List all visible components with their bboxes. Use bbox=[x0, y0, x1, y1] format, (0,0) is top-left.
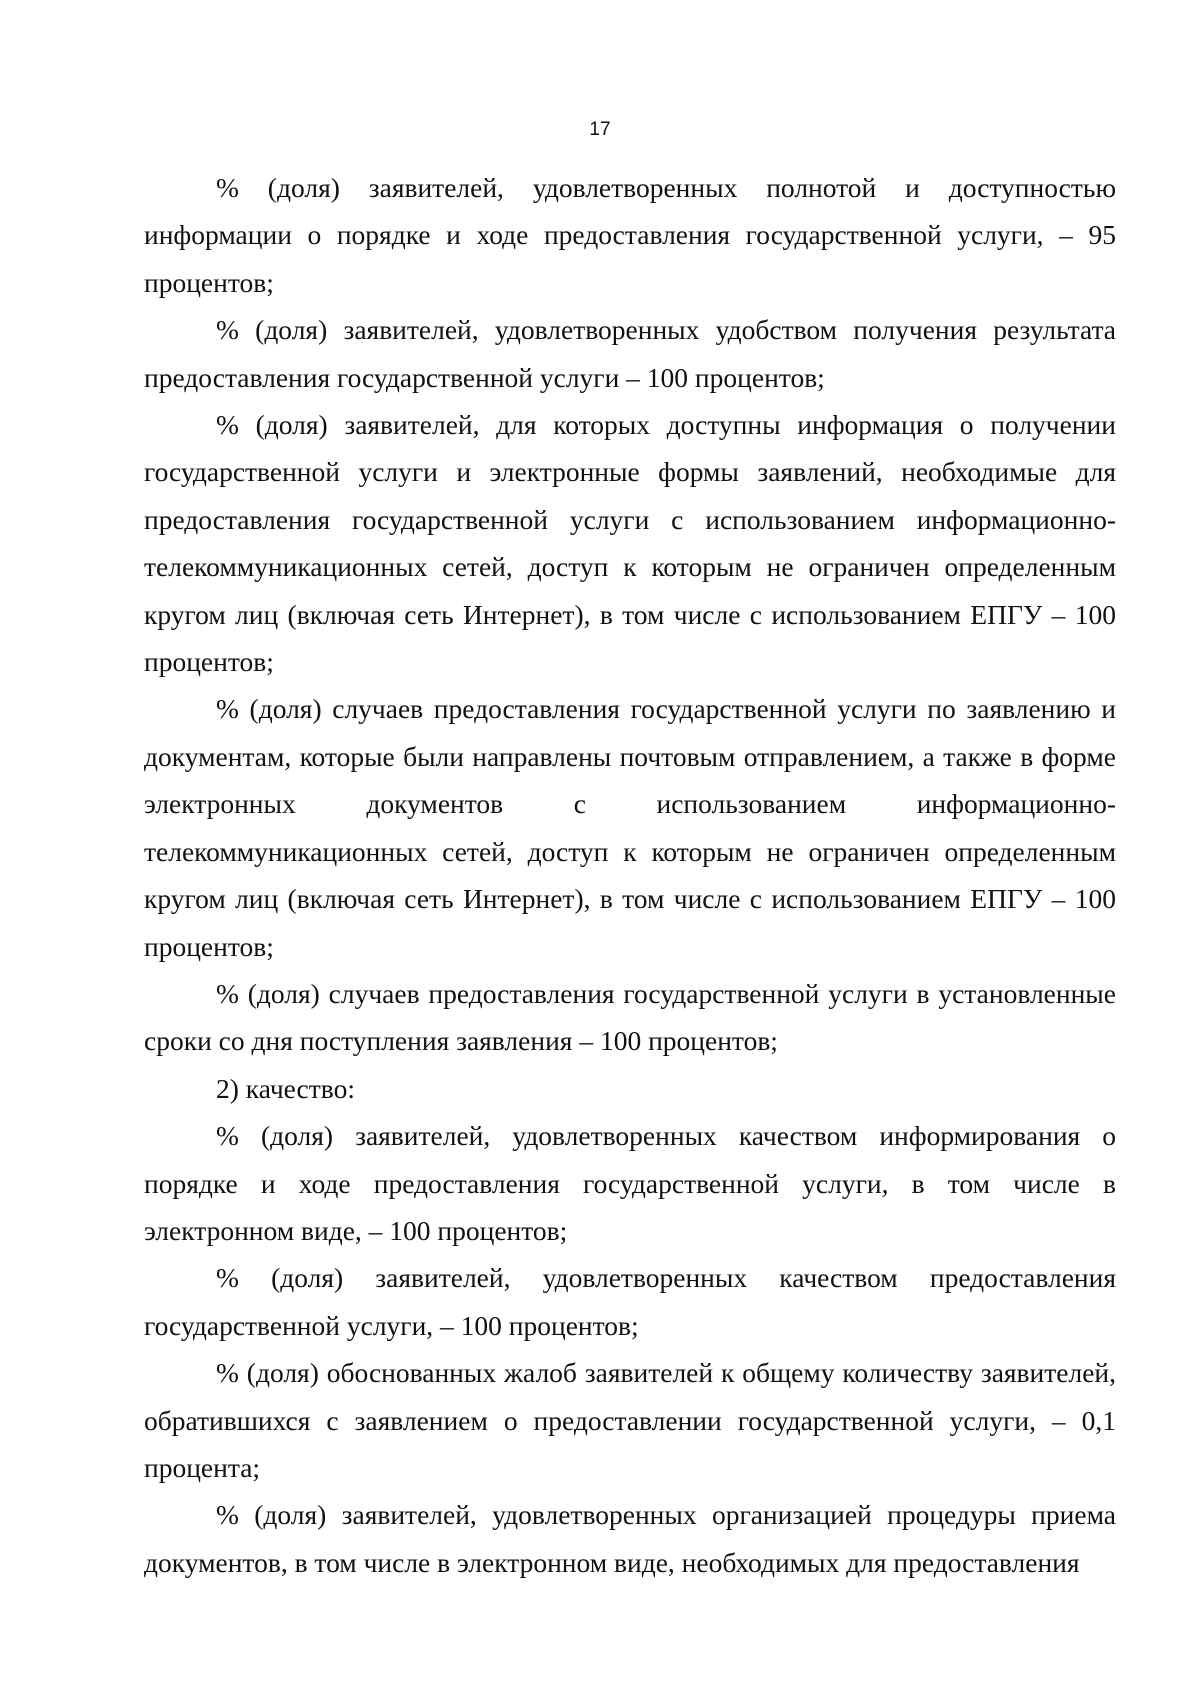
paragraph-informing-quality: % (доля) заявителей, удовлетворенных качеством информирования о порядке и ходе предоставления государственной услуги, в том числе в электронном виде, – 100 процентов; bbox=[144, 1120, 1116, 1246]
paragraph-justified-complaints: % (доля) обоснованных жалоб заявителей к общему количеству заявителей, обратившихся с заявлением о предоставлении государственной услуги, – 0,1 процента; bbox=[144, 1357, 1116, 1483]
paragraph-service-quality: % (доля) заявителей, удовлетворенных качеством предоставления государственной услуги, – 100 процентов; bbox=[144, 1262, 1116, 1341]
paragraph-document-reception: % (доля) заявителей, удовлетворенных организацией процедуры приема документов, в том числе в электронном виде, необходимых для предоставления bbox=[144, 1499, 1116, 1578]
section-heading-quality: 2) качество: bbox=[216, 1072, 355, 1104]
paragraph-deadline-compliance: % (доля) случаев предоставления государственной услуги в установленные сроки со дня поступления заявления – 100 процентов; bbox=[144, 977, 1116, 1057]
paragraph-info-completeness: % (доля) заявителей, удовлетворенных полнотой и доступностью информации о порядке и ходе предоставления государственной услуги, – 95 процентов; bbox=[144, 172, 1116, 298]
page-number: 17 bbox=[589, 119, 611, 140]
paragraph-online-availability: % (доля) заявителей, для которых доступны информация о получении государственной услуги и электронные формы заявлений, необходимые для предоставления государственной услуги с использованием информационно-телекоммуникационных сетей, доступ к которым не ограничен определенным кругом лиц (включая сеть Интернет), в том числе с использованием ЕПГУ – 100 процентов; bbox=[144, 409, 1116, 678]
document-body bbox=[144, 164, 1116, 1586]
paragraph-postal-electronic-cases: % (доля) случаев предоставления государственной услуги по заявлению и документам, которые были направлены почтовым отправлением, а также в форме электронных документов с использованием информационно- телекоммуникационных сетей, доступ к которым не ограничен определенным кругом лиц (включая сеть Интернет), в том числе с использованием ЕПГУ – 100 процентов; bbox=[144, 693, 1116, 962]
paragraph-result-convenience: % (доля) заявителей, удовлетворенных удобством получения результата предоставления государственной услуги – 100 процентов; bbox=[144, 314, 1116, 393]
